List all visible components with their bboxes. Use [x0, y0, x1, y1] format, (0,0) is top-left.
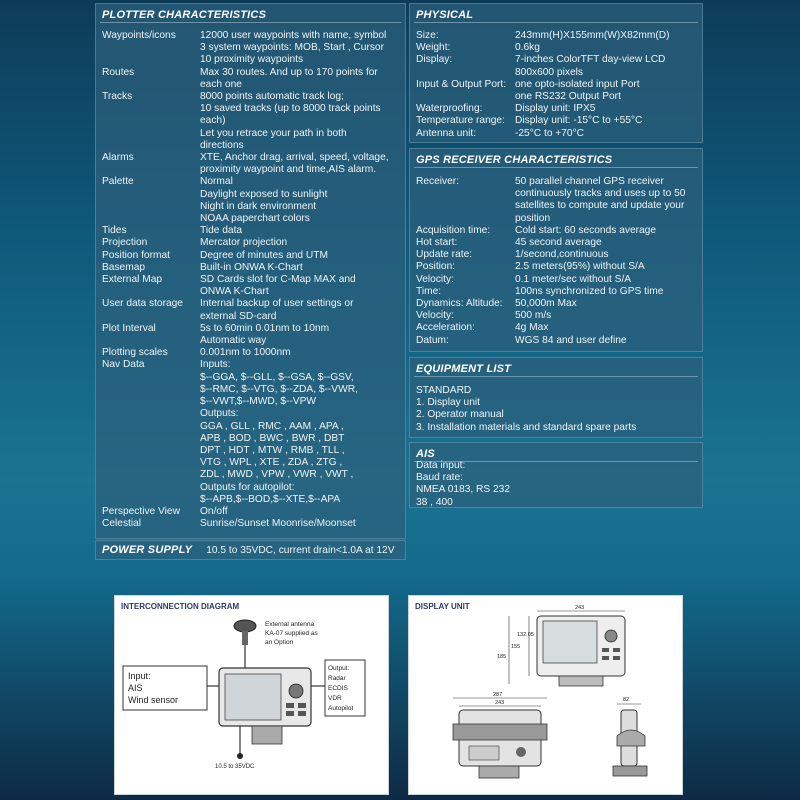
- physical-rows: [410, 30, 702, 140]
- plotter-row: [96, 311, 405, 323]
- gps-row-key: Position:: [416, 261, 456, 273]
- gps-row: [410, 200, 702, 212]
- physical-row-value: 800x600 pixels: [515, 66, 583, 78]
- plotter-panel: [95, 3, 406, 539]
- interconnect-drawing: [115, 596, 390, 796]
- interconnect-title: INTERCONNECTION DIAGRAM: [121, 602, 240, 611]
- plotter-row: [96, 250, 405, 262]
- physical-row: [410, 103, 702, 115]
- plotter-row-value: APB , BOD , BWC , BWR , DBT: [200, 432, 345, 444]
- gps-row: [410, 249, 702, 261]
- front-view-screen: [543, 621, 597, 663]
- plotter-row: [96, 225, 405, 237]
- power-title: POWER SUPPLY: [102, 544, 193, 556]
- physical-row-key: Display:: [416, 54, 453, 66]
- plotter-row-value: $--GGA, $--GLL, $--GSA, $--GSV,: [200, 371, 354, 383]
- plotter-row-key: Routes: [102, 66, 135, 78]
- gps-row-value: 45 second average: [515, 237, 602, 249]
- plotter-row-value: Normal: [200, 176, 233, 188]
- output-box-line-1: Output:: [328, 665, 350, 672]
- output-box-line-2: Radar: [328, 675, 346, 682]
- plotter-row: [96, 286, 405, 298]
- plotter-row: [96, 115, 405, 127]
- front-view-bracket: [559, 676, 603, 686]
- plotter-row-value: directions: [200, 139, 244, 151]
- front-view-key: [613, 656, 620, 660]
- equipment-line: 1. Display unit: [416, 397, 480, 409]
- physical-title: PHYSICAL: [416, 9, 474, 21]
- physical-row: [410, 91, 702, 103]
- plotter-row-value: 10 saved tracks (up to 8000 track points: [200, 103, 381, 115]
- plotter-row: [96, 128, 405, 140]
- dim-bottom-b: 243: [495, 700, 505, 706]
- plotter-row: [96, 103, 405, 115]
- ais-line: NMEA 0183, RS 232: [416, 484, 511, 496]
- physical-row-value: 7-inches ColorTFT day-view LCD: [515, 54, 666, 66]
- plotter-row-key: [96, 140, 200, 152]
- plotter-row: [96, 433, 405, 445]
- antenna-note-2: KA-07 supplied as: [265, 630, 318, 637]
- plotter-row-value: $--RMC, $--VTG, $--ZDA, $--VWR,: [200, 383, 358, 395]
- front-view-key: [602, 656, 609, 660]
- antenna-note-1: External antenna: [265, 621, 315, 628]
- plotter-row: [96, 42, 405, 54]
- plotter-row-value: Max 30 routes. And up to 170 points for: [200, 66, 378, 78]
- gps-row: [410, 322, 702, 334]
- gps-row-value: 2.5 meters(95%) without S/A: [515, 261, 645, 273]
- front-view-key: [602, 648, 609, 652]
- plotter-key: [298, 711, 306, 716]
- plotter-row-key: Plotting scales: [102, 347, 168, 359]
- plotter-row-key: [96, 189, 200, 201]
- rear-view-base: [479, 766, 519, 778]
- plotter-row-key: [96, 494, 200, 506]
- gps-row-value: WGS 84 and user define: [515, 334, 627, 346]
- gps-row-key: [410, 188, 515, 200]
- plotter-row-key: [96, 103, 200, 115]
- physical-row-key: Temperature range:: [416, 115, 505, 127]
- rear-view-port-icon: [516, 747, 526, 757]
- power-value: 10.5 to 35VDC, current drain<1.0A at 12V: [206, 544, 395, 556]
- plotter-row-key: [96, 335, 200, 347]
- plotter-row-key: Waypoints/icons: [102, 30, 176, 41]
- plotter-row: [96, 201, 405, 213]
- plotter-row-value: Outputs for autopilot:: [200, 481, 295, 493]
- plotter-row: [96, 140, 405, 152]
- plotter-row: [96, 457, 405, 469]
- gps-row-value: 100ns synchronized to GPS time: [515, 285, 664, 297]
- plotter-row-key: [96, 115, 200, 127]
- physical-row-value: Display unit: IPX5: [515, 103, 596, 115]
- plotter-row: [96, 323, 405, 335]
- plotter-rows: [96, 30, 405, 530]
- physical-row: [410, 79, 702, 91]
- plotter-row-value: Automatic way: [200, 335, 267, 347]
- plotter-row: [96, 79, 405, 91]
- antenna-mast: [242, 631, 248, 645]
- plotter-row-key: Tides: [102, 225, 127, 237]
- plotter-row-key: [96, 433, 200, 445]
- plotter-row-value: VTG , WPL , XTE , ZDA , ZTG ,: [200, 457, 343, 469]
- plotter-row-value: ONWA K-Chart: [200, 286, 269, 298]
- plotter-row: [96, 152, 405, 164]
- physical-row: [410, 115, 702, 127]
- plotter-row-value: Inputs:: [200, 359, 231, 371]
- antenna-note-3: an Option: [265, 639, 294, 646]
- plotter-row: [96, 359, 405, 371]
- plotter-knob-icon: [289, 684, 303, 698]
- gps-row-key: Hot start:: [416, 237, 458, 249]
- gps-row-key: Velocity:: [416, 273, 454, 285]
- antenna-icon: [234, 620, 256, 632]
- plotter-row: [96, 421, 405, 433]
- plotter-row: [96, 30, 405, 42]
- plotter-row: [96, 469, 405, 481]
- plotter-row: [96, 262, 405, 274]
- input-box-line-2: AIS: [128, 683, 143, 693]
- gps-row: [410, 335, 702, 347]
- physical-row-value: 0.6kg: [515, 42, 540, 54]
- physical-row-value: Display unit: -15°C to +55°C: [515, 115, 643, 127]
- plotter-row: [96, 482, 405, 494]
- plotter-row-value: XTE, Anchor drag, arrival, speed, voltage,: [200, 152, 389, 164]
- plotter-row-key: [96, 213, 200, 225]
- rear-view-bracket: [453, 724, 547, 740]
- plotter-row: [96, 384, 405, 396]
- gps-row-key: Receiver:: [416, 176, 460, 187]
- plotter-row-value: Built-in ONWA K-Chart: [200, 261, 303, 273]
- plotter-row: [96, 213, 405, 225]
- plotter-row-key: [96, 42, 200, 54]
- display-unit-title: DISPLAY UNIT: [415, 602, 470, 611]
- equipment-title: EQUIPMENT LIST: [416, 363, 512, 375]
- gps-row-key: Acquisition time:: [416, 224, 491, 236]
- dim-height-a: 155: [511, 644, 521, 650]
- plotter-row-key: [96, 311, 200, 323]
- gps-row-value: 50 parallel channel GPS receiver: [515, 176, 664, 187]
- ais-lines: [410, 460, 702, 509]
- gps-row: [410, 176, 702, 188]
- gps-row-key: Time:: [416, 285, 442, 297]
- plotter-row: [96, 396, 405, 408]
- plotter-row: [96, 67, 405, 79]
- plotter-row-key: [96, 445, 200, 457]
- plotter-key: [298, 703, 306, 708]
- front-view-knob-icon: [605, 630, 617, 642]
- plotter-row-value: 8000 points automatic track log;: [200, 91, 344, 103]
- interconnection-diagram: [114, 595, 389, 795]
- power-panel: [95, 540, 406, 560]
- plotter-row: [96, 408, 405, 420]
- gps-row-value: 50,000m Max: [515, 298, 577, 310]
- gps-row: [410, 310, 702, 322]
- plotter-row-value: Outputs:: [200, 408, 239, 420]
- equipment-line: 2. Operator manual: [416, 409, 504, 421]
- input-box-line-3: Wind sensor: [128, 695, 179, 705]
- plotter-screen: [225, 674, 281, 720]
- plotter-row-value: Night in dark environment: [200, 200, 317, 212]
- gps-rows: [410, 176, 702, 347]
- equipment-line: 3. Installation materials and standard spare parts: [416, 421, 637, 433]
- plotter-bracket: [252, 726, 282, 744]
- physical-row-key: Input & Output Port:: [416, 78, 507, 90]
- plotter-row: [96, 347, 405, 359]
- plotter-row: [96, 335, 405, 347]
- gps-row: [410, 261, 702, 273]
- physical-row-value: -25°C to +70°C: [515, 127, 585, 139]
- plotter-row-value: DPT , HDT , MTW , RMB , TLL ,: [200, 444, 345, 456]
- plotter-row-key: [96, 79, 200, 91]
- physical-row: [410, 30, 702, 42]
- physical-panel: [409, 3, 703, 143]
- physical-row-key: Size:: [416, 30, 439, 41]
- plotter-row-key: [96, 457, 200, 469]
- power-terminal-icon: [237, 753, 243, 759]
- plotter-row-value: Internal backup of user settings or: [200, 298, 354, 310]
- physical-row-key: [410, 67, 515, 79]
- dim-top-width: 243: [575, 605, 585, 611]
- gps-title: GPS RECEIVER CHARACTERISTICS: [416, 154, 613, 166]
- plotter-row-key: [96, 128, 200, 140]
- gps-row-value: continuously tracks and uses up to 50: [515, 188, 686, 200]
- ais-line: Data input:: [416, 460, 466, 471]
- front-view-key: [613, 648, 620, 652]
- plotter-row-key: [96, 408, 200, 420]
- gps-row-key: Velocity:: [416, 310, 454, 322]
- equipment-lines: [410, 385, 702, 434]
- plotter-row-value: 3 system waypoints: MOB, Start , Cursor: [200, 42, 384, 54]
- gps-row: [410, 286, 702, 298]
- gps-row: [410, 188, 702, 200]
- plotter-row-value: Tide data: [200, 225, 243, 237]
- side-view-base: [613, 766, 647, 776]
- dim-depth: 82: [623, 697, 630, 703]
- physical-row: [410, 128, 702, 140]
- plotter-row-key: [96, 396, 200, 408]
- plotter-row-value: each one: [200, 78, 242, 90]
- gps-row-value: 4g Max: [515, 322, 549, 334]
- plotter-row-value: $--APB,$--BOD,$--XTE,$--APA: [200, 493, 341, 505]
- gps-row-value: 0.1 meter/sec without S/A: [515, 273, 632, 285]
- gps-row-key: [410, 213, 515, 225]
- plotter-row-key: Palette: [102, 176, 134, 188]
- plotter-row-value: $--VWT,$--MWD, $--VPW: [200, 396, 317, 408]
- plotter-row: [96, 54, 405, 66]
- ais-line: Baud rate:: [416, 472, 464, 484]
- plotter-row-key: Plot Interval: [102, 322, 156, 334]
- plotter-row-key: [96, 201, 200, 213]
- gps-row: [410, 225, 702, 237]
- plotter-row-value: 10 proximity waypoints: [200, 54, 304, 66]
- plotter-row-key: Projection: [102, 237, 148, 249]
- ais-panel: [409, 442, 703, 508]
- plotter-row: [96, 164, 405, 176]
- plotter-key: [286, 711, 294, 716]
- plotter-row-value: 12000 user waypoints with name, symbol: [200, 30, 387, 41]
- output-box-line-5: Autopilot: [328, 705, 354, 712]
- plotter-row-key: [96, 372, 200, 384]
- plotter-row-key: Nav Data: [102, 359, 145, 371]
- input-box-line-1: Input:: [128, 671, 151, 681]
- plotter-title: PLOTTER CHARACTERISTICS: [102, 9, 267, 21]
- dim-bottom-a: 287: [493, 692, 503, 698]
- plotter-row: [96, 372, 405, 384]
- gps-row-value: position: [515, 212, 551, 224]
- plotter-row-key: [96, 286, 200, 298]
- plotter-row-value: Daylight exposed to sunlight: [200, 188, 328, 200]
- plotter-row-value: 0.001nm to 1000nm: [200, 347, 291, 359]
- plotter-row-key: [96, 54, 200, 66]
- plotter-row-key: Tracks: [102, 91, 133, 103]
- plotter-row-value: each): [200, 115, 226, 127]
- gps-row-key: [410, 200, 515, 212]
- plotter-row: [96, 237, 405, 249]
- physical-row-value: one RS232 Output Port: [515, 91, 621, 103]
- plotter-row-value: Let you retrace your path in both: [200, 127, 347, 139]
- plotter-row-value: 5s to 60min 0.01nm to 10nm: [200, 322, 330, 334]
- equipment-panel: [409, 357, 703, 438]
- plotter-row: [96, 494, 405, 506]
- plotter-row-key: [96, 482, 200, 494]
- gps-row-value: Cold start: 60 seconds average: [515, 224, 657, 236]
- plotter-row-key: [96, 384, 200, 396]
- output-box-line-4: VDR: [328, 695, 342, 702]
- display-unit-drawing: [409, 596, 684, 796]
- plotter-row: [96, 506, 405, 518]
- plotter-row-value: proximity waypoint and time,AIS alarm.: [200, 164, 377, 176]
- plotter-row-key: Celestial: [102, 518, 142, 530]
- plotter-row-value: On/off: [200, 505, 228, 517]
- physical-row-key: Antenna unit:: [416, 127, 477, 139]
- physical-row-key: Waterproofing:: [416, 103, 483, 115]
- plotter-row-value: NOAA paperchart colors: [200, 213, 310, 225]
- gps-row: [410, 298, 702, 310]
- plotter-key: [286, 703, 294, 708]
- physical-row: [410, 54, 702, 66]
- plotter-row-value: SD Cards slot for C-Map MAX and: [200, 274, 356, 286]
- plotter-row: [96, 274, 405, 286]
- plotter-row-key: [96, 421, 200, 433]
- plotter-row-key: Perspective View: [102, 505, 180, 517]
- gps-row-value: 500 m/s: [515, 310, 552, 322]
- gps-row: [410, 213, 702, 225]
- dim-height-b: 132.05: [517, 632, 534, 638]
- plotter-row: [96, 518, 405, 530]
- plotter-row: [96, 176, 405, 188]
- plotter-row-key: [96, 164, 200, 176]
- plotter-row-key: [96, 469, 200, 481]
- power-cable-label: 10.5 to 35VDC: [215, 764, 255, 770]
- ais-line: 38 , 400: [416, 496, 453, 508]
- gps-row: [410, 274, 702, 286]
- plotter-row: [96, 91, 405, 103]
- gps-row-key: Update rate:: [416, 249, 473, 261]
- physical-row-value: 243mm(H)X155mm(W)X82mm(D): [515, 30, 670, 41]
- rear-view-connector: [469, 746, 499, 760]
- plotter-row-value: ZDL , MWD , VPW , VWR , VWT ,: [200, 469, 354, 481]
- dim-side: 185: [497, 654, 507, 660]
- plotter-row-key: Position format: [102, 249, 170, 261]
- plotter-row-value: GGA , GLL , RMC , AAM , APA ,: [200, 420, 344, 432]
- plotter-row: [96, 445, 405, 457]
- equipment-line: STANDARD: [416, 385, 472, 396]
- physical-row-key: Weight:: [416, 42, 451, 54]
- plotter-row-key: Alarms: [102, 152, 134, 164]
- gps-row-key: Datum:: [416, 334, 449, 346]
- plotter-row-key: Basemap: [102, 261, 146, 273]
- plotter-row-value: Sunrise/Sunset Moonrise/Moonset: [200, 518, 356, 530]
- gps-row-key: Dynamics: Altitude:: [416, 298, 503, 310]
- gps-row-key: Acceleration:: [416, 322, 475, 334]
- plotter-row-key: User data storage: [102, 298, 183, 310]
- plotter-row-value: Mercator projection: [200, 237, 288, 249]
- physical-row-key: [410, 91, 515, 103]
- physical-row: [410, 42, 702, 54]
- gps-row: [410, 237, 702, 249]
- plotter-row: [96, 189, 405, 201]
- plotter-row-value: external SD-card: [200, 310, 277, 322]
- plotter-row: [96, 298, 405, 310]
- gps-row-value: satellites to compute and update your: [515, 200, 685, 212]
- physical-row: [410, 67, 702, 79]
- display-unit-diagram: [408, 595, 683, 795]
- gps-row-value: 1/second,continuous: [515, 249, 609, 261]
- gps-panel: [409, 148, 703, 352]
- physical-row-value: one opto-isolated input Port: [515, 78, 640, 90]
- ais-title: AIS: [416, 448, 435, 460]
- plotter-row-value: Degree of minutes and UTM: [200, 249, 328, 261]
- output-box-line-3: ECDIS: [328, 685, 348, 692]
- plotter-row-key: External Map: [102, 274, 163, 286]
